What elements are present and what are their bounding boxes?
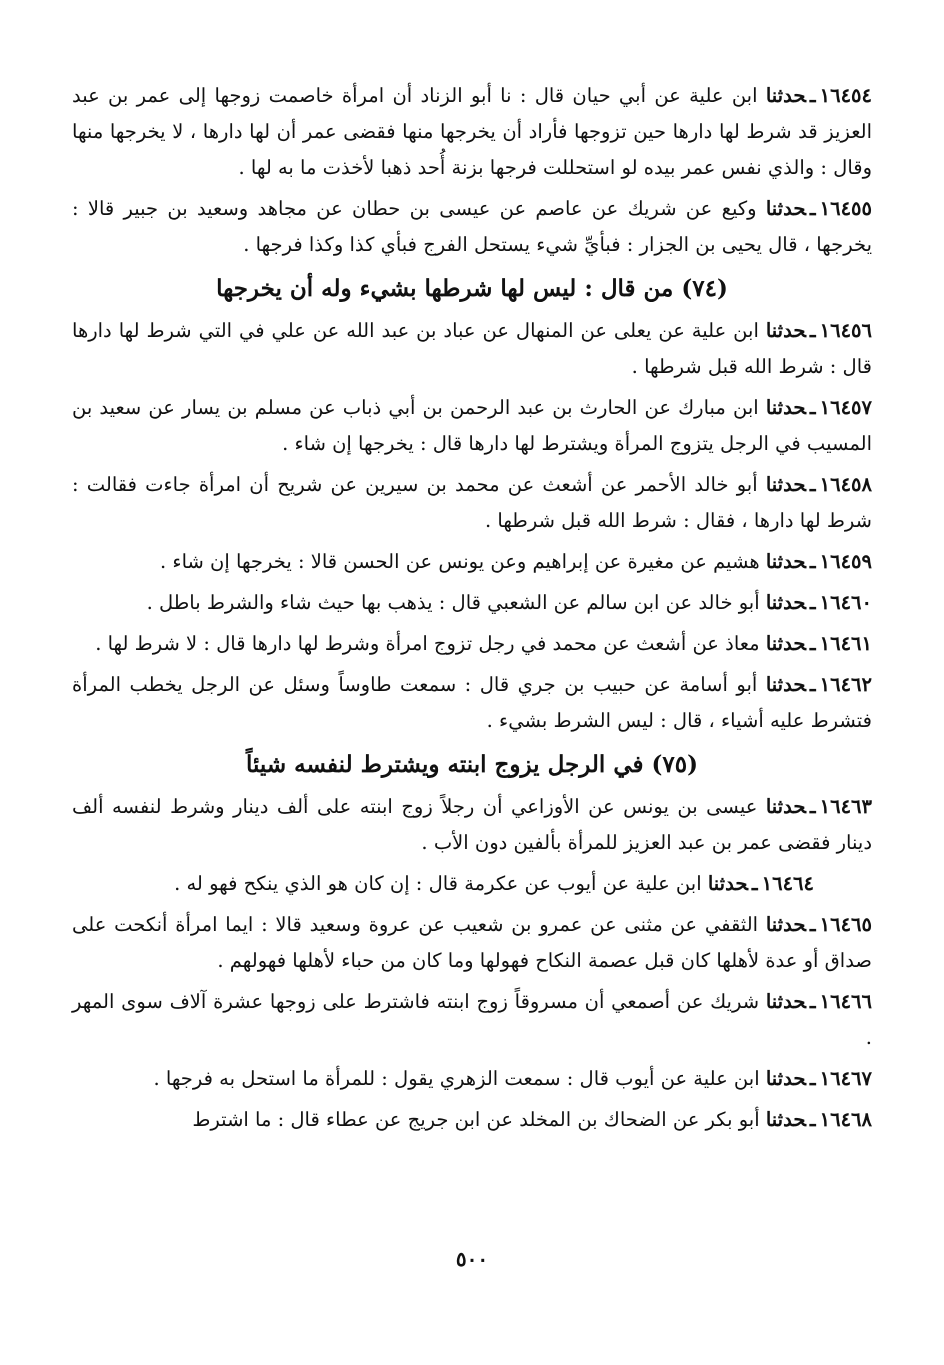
hadith-number: ١٦٤٦٦ <box>819 990 872 1013</box>
hadith-number: ١٦٤٥٦ <box>819 319 872 342</box>
hadith-text: أبو أسامة عن حبيب بن جري قال : سمعت طاوساً وسئل عن الرجل يخطب المرأة فتشرط عليه أشياء ، قال : ليس الشرط بشيء . <box>72 673 872 732</box>
hadith-number: ١٦٤٦٢ <box>819 673 872 696</box>
hadith-text: ابن علية عن يعلى عن المنهال عن عباد بن عبد الله عن علي في التي شرط لها دارها قال : شرط الله قبل شرطها . <box>72 319 872 378</box>
hadith-number: ١٦٤٥٩ <box>819 550 872 573</box>
hadith-number: ١٦٤٥٤ <box>819 84 873 107</box>
hadith-number: ١٦٤٥٧ <box>819 396 872 419</box>
hadith-verb: حدثنا <box>765 197 806 220</box>
hadith-number: ١٦٤٦٥ <box>819 913 873 936</box>
hadith-verb: حدثنا <box>765 990 806 1013</box>
hadith-text: أبو بكر عن الضحاك بن المخلد عن ابن جريج عن عطاء قال : ما اشترط <box>192 1108 760 1131</box>
hadith-text: هشيم عن مغيرة عن إبراهيم وعن يونس عن الحسن قالا : يخرجها إن شاء . <box>160 550 760 573</box>
hadith-verb: حدثنا <box>765 473 806 496</box>
hadith-entry: ١٦٤٥٧ـحدثنا ابن مبارك عن الحارث بن عبد الرحمن بن أبي ذباب عن مسلم بن يسار عن سعيد بن المسيب في الرجل يتزوج المرأة ويشترط لها دارها قال : يخرجها إن شاء . <box>72 396 872 455</box>
hadith-text: وكيع عن شريك عن عاصم عن عيسى بن حطان عن مجاهد وسعيد بن جبير قالا : يخرجها ، قال يحيى بن الجزار : فبأيِّ شيء يستحل الفرج فبأي كذا وكذا فرجها . <box>72 197 872 256</box>
hadith-entry: ١٦٤٦٤ـحدثنا ابن علية عن أيوب عن عكرمة قال : إن كان هو الذي ينكح فهو له . <box>174 872 814 895</box>
hadith-verb: حدثنا <box>765 1108 806 1131</box>
hadith-number: ١٦٤٦١ <box>819 632 872 655</box>
hadith-text: شريك عن أصمعي أن مسروقاً زوج ابنته فاشترط على زوجها عشرة آلاف سوى المهر . <box>72 990 872 1049</box>
hadith-text: معاذ عن أشعث عن محمد في رجل تزوج امرأة وشرط لها دارها قال : لا شرط لها . <box>95 632 760 655</box>
hadith-verb: حدثنا <box>765 591 806 614</box>
hadith-entry: ١٦٤٥٥ـحدثنا وكيع عن شريك عن عاصم عن عيسى بن حطان عن مجاهد وسعيد بن جبير قالا : يخرجها ، قال يحيى بن الجزار : فبأيِّ شيء يستحل الفرج فبأي كذا وكذا فرجها . <box>72 197 873 256</box>
hadith-verb: حدثنا <box>765 632 806 655</box>
hadith-number: ١٦٤٦٣ <box>819 795 872 818</box>
hadith-verb: حدثنا <box>765 1067 806 1090</box>
hadith-entry: ١٦٤٦٦ـحدثنا شريك عن أصمعي أن مسروقاً زوج ابنته فاشترط على زوجها عشرة آلاف سوى المهر . <box>72 990 872 1049</box>
hadith-entry: ١٦٤٥٤ـحدثنا ابن علية عن أبي حيان قال : نا أبو الزناد أن امرأة خاصمت زوجها إلى عمر بن عبد العزيز قد شرط لها دارها حين تزوجها فأراد أن يخرجها منها فقضى عمر أن لها دارها ، لا يخرجها منها وقال : والذي نفس عمر بيده لو استحللت فرجها بزنة أُحد ذهبا لأخذت ما به لها . <box>72 84 873 179</box>
hadith-verb: حدثنا <box>765 673 806 696</box>
hadith-verb: حدثنا <box>707 872 748 895</box>
hadith-entry: ١٦٤٥٩ـحدثنا هشيم عن مغيرة عن إبراهيم وعن يونس عن الحسن قالا : يخرجها إن شاء . <box>160 550 872 573</box>
hadith-number: ١٦٤٦٧ <box>819 1067 872 1090</box>
hadith-text: ابن علية عن أبي حيان قال : نا أبو الزناد أن امرأة خاصمت زوجها إلى عمر بن عبد العزيز قد شرط لها دارها حين تزوجها فأراد أن يخرجها منها فقضى عمر أن لها دارها ، لا يخرجها منها وقال : والذي نفس عمر بيده لو استحللت فرجها بزنة أُحد ذهبا لأخذت ما به لها . <box>72 84 872 179</box>
hadith-text: ابن علية عن أيوب عن عكرمة قال : إن كان هو الذي ينكح فهو له . <box>174 872 702 895</box>
hadith-verb: حدثنا <box>765 396 806 419</box>
page-body <box>72 78 872 1143</box>
hadith-entry: ١٦٤٥٦ـحدثنا ابن علية عن يعلى عن المنهال عن عباد بن عبد الله عن علي في التي شرط لها دارها قال : شرط الله قبل شرطها . <box>72 319 872 378</box>
page-number: ٥٠٠ <box>455 1247 489 1271</box>
hadith-entry: ١٦٤٦٠ـحدثنا أبو خالد عن ابن سالم عن الشعبي قال : يذهب بها حيث شاء والشرط باطل . <box>146 591 872 614</box>
chapter-heading-75: (٧٥) في الرجل يزوج ابنته ويشترط لنفسه شيئاً <box>245 751 698 778</box>
hadith-number: ١٦٤٥٥ <box>819 197 873 220</box>
hadith-entry: ١٦٤٦٥ـحدثنا الثقفي عن مثنى عن عمرو بن شعيب عن عروة وسعيد قالا : ايما امرأة أنكحت على صداق أو عدة لأهلها كان قبل عصمة النكاح فهولها وما كان من حباء لأهلها فهولهم . <box>72 913 873 972</box>
hadith-entry: ١٦٤٦٢ـحدثنا أبو أسامة عن حبيب بن جري قال : سمعت طاوساً وسئل عن الرجل يخطب المرأة فتشرط عليه أشياء ، قال : ليس الشرط بشيء . <box>72 673 872 732</box>
hadith-text: أبو خالد عن ابن سالم عن الشعبي قال : يذهب بها حيث شاء والشرط باطل . <box>146 591 760 614</box>
hadith-entry: ١٦٤٦٨ـحدثنا أبو بكر عن الضحاك بن المخلد عن ابن جريج عن عطاء قال : ما اشترط <box>192 1108 872 1131</box>
hadith-entry: ١٦٤٦٣ـحدثنا عيسى بن يونس عن الأوزاعي أن رجلاً زوج ابنته على ألف دينار وشرط لنفسه ألف دينار فقضى عمر بن عبد العزيز للمرأة بألفين دون الأب . <box>72 795 872 854</box>
chapter-heading-74: (٧٤) من قال : ليس لها شرطها بشيء وله أن يخرجها <box>216 275 728 302</box>
hadith-entry: ١٦٤٦١ـحدثنا معاذ عن أشعث عن محمد في رجل تزوج امرأة وشرط لها دارها قال : لا شرط لها . <box>95 632 872 655</box>
hadith-text: الثقفي عن مثنى عن عمرو بن شعيب عن عروة وسعيد قالا : ايما امرأة أنكحت على صداق أو عدة لأهلها كان قبل عصمة النكاح فهولها وما كان من حباء لأهلها فهولهم . <box>72 913 872 972</box>
hadith-text: أبو خالد الأحمر عن أشعث عن محمد بن سيرين عن شريح أن امرأة جاءت فقالت : شرط لها دارها ، فقال : شرط الله قبل شرطها . <box>72 473 872 532</box>
hadith-number: ١٦٤٥٨ <box>819 473 872 496</box>
hadith-verb: حدثنا <box>765 84 806 107</box>
hadith-entry: ١٦٤٦٧ـحدثنا ابن علية عن أيوب قال : سمعت الزهري يقول : للمرأة ما استحل به فرجها . <box>153 1067 872 1090</box>
hadith-number: ١٦٤٦٨ <box>819 1108 872 1131</box>
hadith-text: عيسى بن يونس عن الأوزاعي أن رجلاً زوج ابنته على ألف دينار وشرط لنفسه ألف دينار فقضى عمر بن عبد العزيز للمرأة بألفين دون الأب . <box>72 795 872 854</box>
hadith-verb: حدثنا <box>765 795 806 818</box>
hadith-number: ١٦٤٦٠ <box>819 591 872 614</box>
hadith-number: ١٦٤٦٤ <box>761 872 814 895</box>
hadith-entry: ١٦٤٥٨ـحدثنا أبو خالد الأحمر عن أشعث عن محمد بن سيرين عن شريح أن امرأة جاءت فقالت : شرط لها دارها ، فقال : شرط الله قبل شرطها . <box>72 473 872 532</box>
hadith-verb: حدثنا <box>765 913 806 936</box>
hadith-text: ابن مبارك عن الحارث بن عبد الرحمن بن أبي ذباب عن مسلم بن يسار عن سعيد بن المسيب في الرجل يتزوج المرأة ويشترط لها دارها قال : يخرجها إن شاء . <box>72 396 872 455</box>
hadith-text: ابن علية عن أيوب قال : سمعت الزهري يقول : للمرأة ما استحل به فرجها . <box>153 1067 760 1090</box>
hadith-verb: حدثنا <box>765 319 806 342</box>
hadith-verb: حدثنا <box>765 550 806 573</box>
